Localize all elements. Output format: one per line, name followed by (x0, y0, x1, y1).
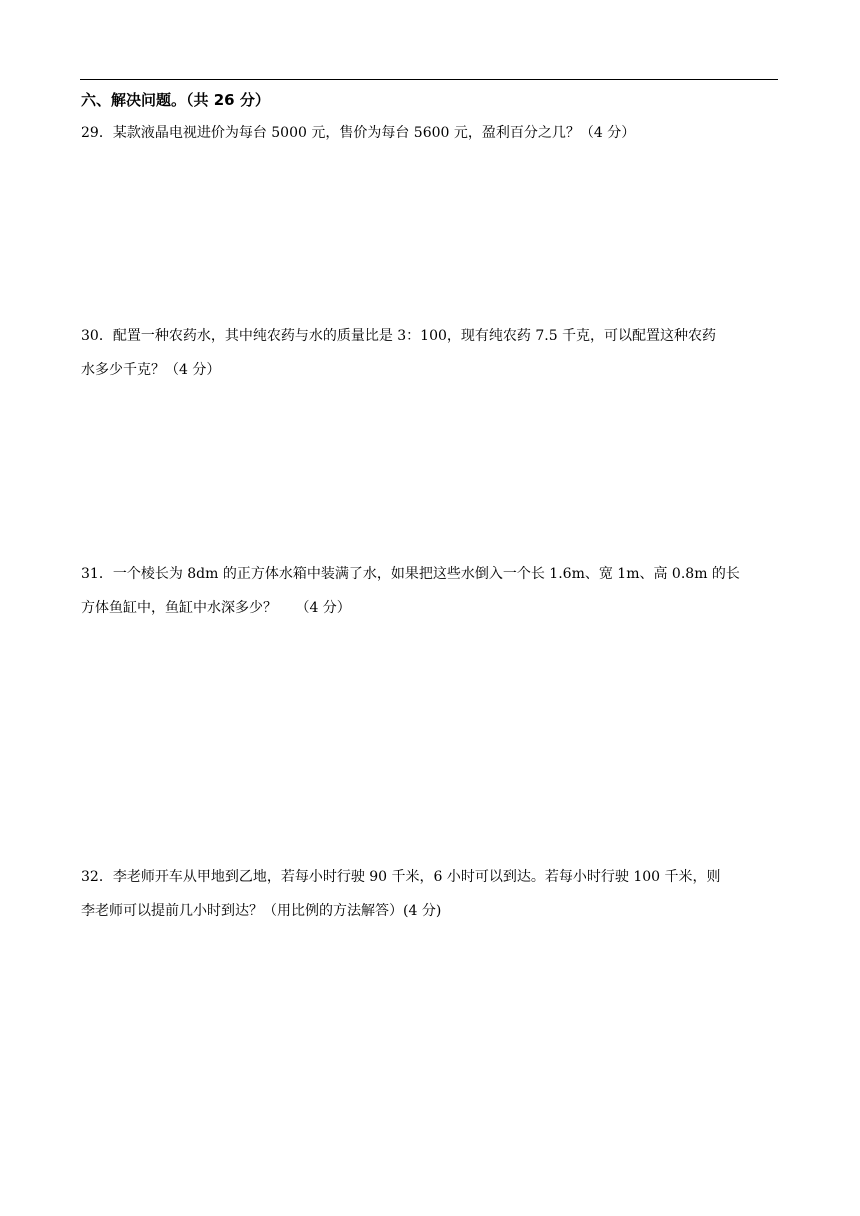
top-divider-line (80, 79, 778, 80)
question-31 (81, 557, 781, 625)
question-32-line-2: 李老师可以提前几小时到达？（用比例的方法解答）(4 分) (81, 903, 442, 919)
question-30 (81, 319, 781, 387)
question-32-line-1: 32．李老师开车从甲地到乙地，若每小时行驶 90 千米，6 小时可以到达。若每小时行驶 100 千米，则 (81, 869, 721, 885)
question-30-line-1: 30．配置一种农药水，其中纯农药与水的质量比是 3：100，现有纯农药 7.5 千克，可以配置这种农药 (81, 328, 717, 344)
question-31-line-2: 方体鱼缸中，鱼缸中水深多少？ （4 分） (81, 600, 351, 616)
question-29 (81, 116, 781, 150)
section-title: 六、解决问题。（共 26 分） (81, 91, 270, 109)
question-29-line-1: 29．某款液晶电视进价为每台 5000 元，售价为每台 5600 元，盈利百分之几？（4 分） (81, 125, 636, 141)
question-31-line-1: 31．一个棱长为 8dm 的正方体水箱中装满了水，如果把这些水倒入一个长 1.6m、宽 1m、高 0.8m 的长 (81, 566, 740, 582)
question-30-line-2: 水多少千克？（4 分） (81, 362, 221, 378)
question-32 (81, 860, 781, 928)
